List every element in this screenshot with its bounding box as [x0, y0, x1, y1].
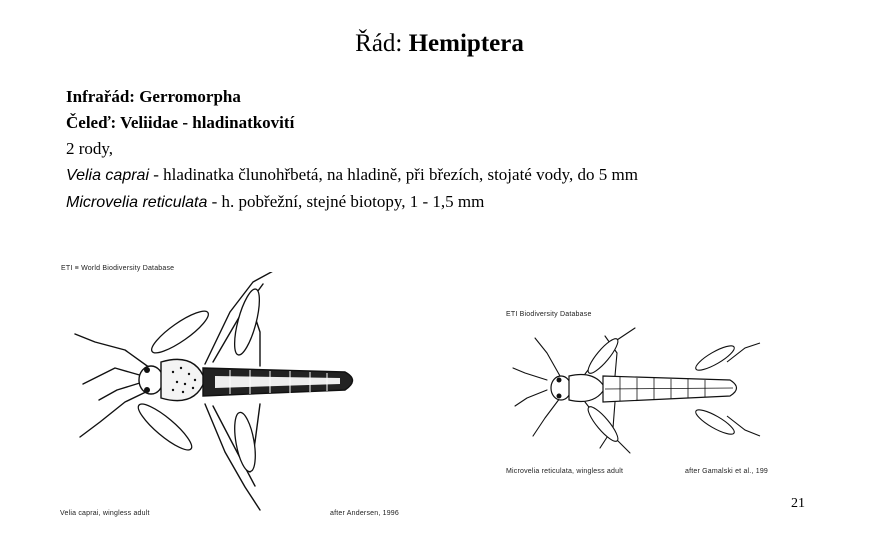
species1-line — [66, 162, 638, 189]
velia-caprai-illustration — [55, 272, 415, 512]
species2-line — [66, 189, 638, 216]
microvelia-reticulata-illustration — [505, 318, 765, 468]
species1-name: Velia caprai — [66, 167, 150, 184]
family-line: Čeleď: Veliidae - hladinatkovití — [66, 113, 295, 132]
left-figure-credit: after Andersen, 1996 — [330, 510, 399, 517]
species2-name: Microvelia reticulata — [66, 194, 208, 211]
left-figure-source: ETI ≡ World Biodiversity Database — [61, 265, 175, 272]
left-figure-caption: Velia caprai, wingless adult — [60, 510, 150, 517]
species2-desc: - h. pobřežní, stejné biotopy, 1 - 1,5 mm — [207, 192, 485, 211]
species1-desc: - hladinatka člunohřbetá, na hladině, při březích, stojaté vody, do 5 mm — [149, 165, 638, 184]
genera-line: 2 rody, — [66, 139, 114, 158]
infraorder-line: Infrařád: Gerromorpha — [66, 87, 241, 106]
title-order-name: Hemiptera — [408, 30, 524, 57]
right-figure-caption: Microvelia reticulata, wingless adult — [506, 468, 624, 475]
slide-body — [66, 84, 638, 216]
right-figure-source: ETI Biodiversity Database — [506, 311, 592, 318]
page-number: 21 — [791, 496, 805, 511]
slide-title — [0, 30, 879, 58]
title-prefix: Řád: — [355, 30, 409, 57]
right-figure-credit: after Gamalski et al., 199 — [685, 468, 769, 475]
